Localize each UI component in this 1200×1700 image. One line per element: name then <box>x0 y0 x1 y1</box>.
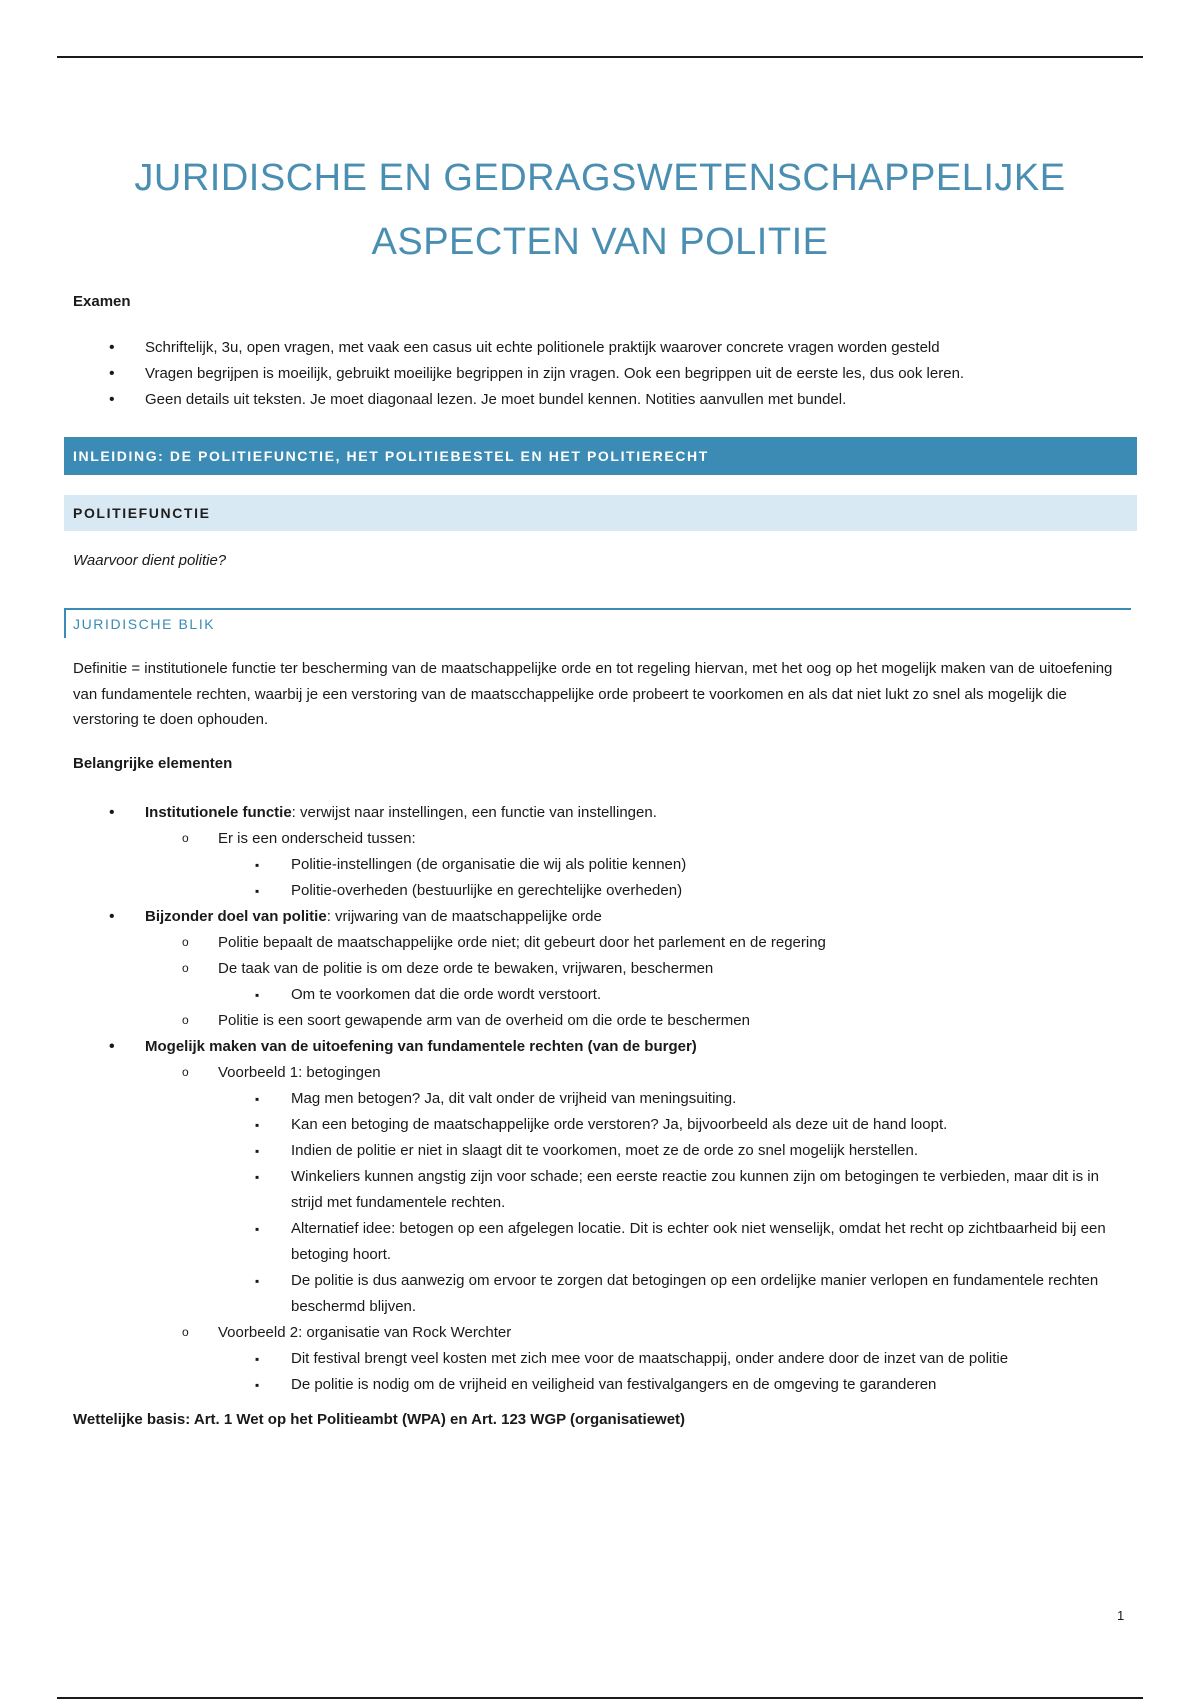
purpose-term: Bijzonder doel van politie <box>145 908 327 925</box>
list-item: ▪ Om te voorkomen dat die orde wordt verstoort. <box>73 982 1133 1008</box>
title-line-2: ASPECTEN VAN POLITIE <box>371 221 829 263</box>
purpose-desc: : vrijwaring van de maatschappelijke orde <box>326 908 602 925</box>
document-title <box>60 146 1140 274</box>
header-rule <box>57 56 1143 58</box>
list-item: ▪ Indien de politie er niet in slaagt dit te voorkomen, moet ze de orde zo snel mogelijk herstellen. <box>73 1138 1133 1164</box>
page-number: 1 <box>1117 1608 1125 1623</box>
subsection-heading: POLITIEFUNCTIE <box>64 495 1137 531</box>
elements-label: Belangrijke elementen <box>73 755 233 772</box>
footer-rule <box>57 1697 1143 1699</box>
list-item: ▪ Politie-instellingen (de organisatie die wij als politie kennen) <box>73 852 1133 878</box>
list-item: o De taak van de politie is om deze orde te bewaken, vrijwaren, beschermen <box>73 956 1133 982</box>
title-line-1: JURIDISCHE EN GEDRAGSWETENSCHAPPELIJKE <box>134 157 1066 199</box>
institutional-term: Institutionele functie <box>145 804 292 821</box>
exam-label: Examen <box>73 293 131 310</box>
list-item-rights: • Mogelijk maken van de uitoefening van fundamentele rechten (van de burger) <box>73 1034 1133 1060</box>
exam-list <box>73 335 1133 413</box>
legal-basis: Wettelijke basis: Art. 1 Wet op het Politieambt (WPA) en Art. 123 WGP (organisatiewet) <box>73 1411 686 1428</box>
list-item: o Voorbeeld 2: organisatie van Rock Werchter <box>73 1320 1133 1346</box>
list-item: ▪ Dit festival brengt veel kosten met zich mee voor de maatschappij, onder andere door de inzet van de politie <box>73 1346 1133 1372</box>
section-heading: INLEIDING: DE POLITIEFUNCTIE, HET POLITIEBESTEL EN HET POLITIERECHT <box>64 437 1137 475</box>
list-item-institutional <box>73 800 1133 826</box>
list-item: ▪ Politie-overheden (bestuurlijke en gerechtelijke overheden) <box>73 878 1133 904</box>
list-item: ▪ De politie is dus aanwezig om ervoor te zorgen dat betogingen op een ordelijke manier verlopen en fundamentele rechten beschermd blijven. <box>73 1268 1133 1320</box>
list-item: • Geen details uit teksten. Je moet diagonaal lezen. Je moet bundel kennen. Notities aanvullen met bundel. <box>73 387 1133 413</box>
list-item-purpose <box>73 904 1133 930</box>
institutional-desc: : verwijst naar instellingen, een functie van instellingen. <box>291 804 657 821</box>
subsubsection-heading: JURIDISCHE BLIK <box>64 608 1131 638</box>
question-text: Waarvoor dient politie? <box>73 552 227 569</box>
list-item: o Er is een onderscheid tussen: <box>73 826 1133 852</box>
definition-paragraph: Definitie = institutionele functie ter bescherming van de maatschappelijke orde en tot regeling hiervan, met het oog op het mogelijk maken van de uitoefening van fundamentele rechten, waarbij je een verstoring van de maatscchappelijke orde probeert te voorkomen en als dat niet lukt zo snel als mogelijk die verstoring te doen ophouden. <box>73 660 1113 728</box>
list-item: o Politie is een soort gewapende arm van de overheid om die orde te beschermen <box>73 1008 1133 1034</box>
list-item: • Vragen begrijpen is moeilijk, gebruikt moeilijke begrippen in zijn vragen. Ook een begrippen uit de eerste les, dus ook leren. <box>73 361 1133 387</box>
list-item: ▪ Winkeliers kunnen angstig zijn voor schade; een eerste reactie zou kunnen zijn om betogingen te verbieden, maar dit is in strijd met fundamentele rechten. <box>73 1164 1133 1216</box>
list-item: ▪ Kan een betoging de maatschappelijke orde verstoren? Ja, bijvoorbeeld als deze uit de hand loopt. <box>73 1112 1133 1138</box>
list-item: ▪ Alternatief idee: betogen op een afgelegen locatie. Dit is echter ook niet wenselijk, omdat het recht op zichtbaarheid bij een betoging hoort. <box>73 1216 1133 1268</box>
list-item: o Voorbeeld 1: betogingen <box>73 1060 1133 1086</box>
elements-list <box>73 800 1133 1398</box>
list-item: o Politie bepaalt de maatschappelijke orde niet; dit gebeurt door het parlement en de regering <box>73 930 1133 956</box>
list-item: ▪ De politie is nodig om de vrijheid en veiligheid van festivalgangers en de omgeving te garanderen <box>73 1372 1133 1398</box>
list-item: ▪ Mag men betogen? Ja, dit valt onder de vrijheid van meningsuiting. <box>73 1086 1133 1112</box>
list-item: • Schriftelijk, 3u, open vragen, met vaak een casus uit echte politionele praktijk waarover concrete vragen worden gesteld <box>73 335 1133 361</box>
